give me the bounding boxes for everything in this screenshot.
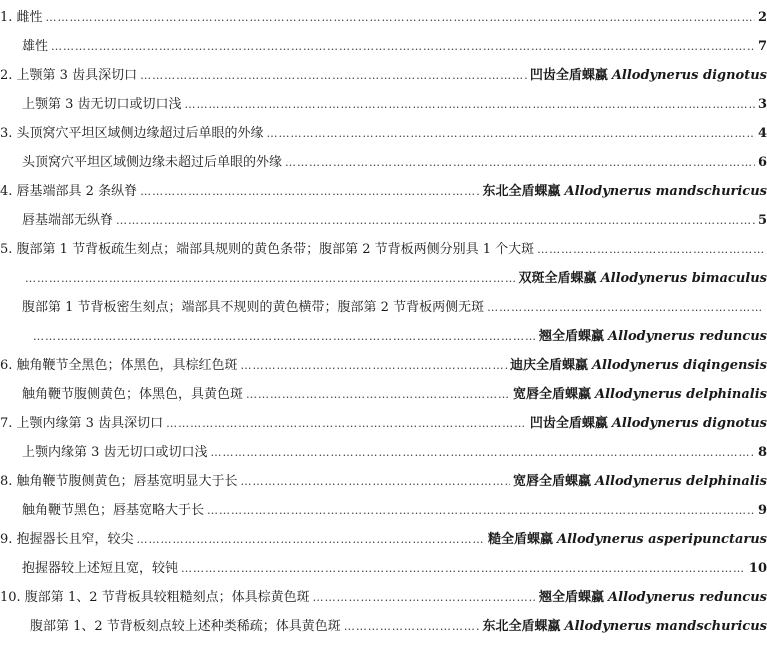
key-line-4b bbox=[0, 207, 767, 229]
key-line-8b bbox=[0, 497, 767, 519]
key-line-5b bbox=[0, 294, 767, 316]
key-line-dest bbox=[539, 590, 767, 606]
leader-dots bbox=[487, 300, 764, 316]
species-cn-name: 宽唇全盾蜾蠃 bbox=[512, 387, 591, 402]
key-line-dest bbox=[488, 532, 767, 548]
key-line-9a bbox=[0, 526, 767, 548]
key-line-6b bbox=[0, 381, 767, 403]
species-sci-name: Allodynerus reduncus bbox=[608, 329, 767, 344]
leader-dots bbox=[207, 503, 755, 519]
leader-dots bbox=[181, 561, 746, 577]
key-line-lead: 1. 雌性 bbox=[0, 10, 43, 25]
key-line-lead: 4. 唇基端部具 2 条纵脊 bbox=[0, 184, 138, 199]
species-sci-name: Allodynerus bimaculus bbox=[600, 271, 767, 286]
leader-dots bbox=[185, 97, 755, 113]
species-sci-name: Allodynerus asperipunctarus bbox=[557, 532, 767, 547]
key-line-lead: 触角鞭节黑色；唇基宽略大于长 bbox=[22, 503, 205, 518]
key-line-9b bbox=[0, 555, 767, 577]
species-sci-name: Allodynerus delphinalis bbox=[595, 387, 767, 402]
key-line-dest bbox=[758, 126, 767, 142]
key-line-3a bbox=[0, 120, 767, 142]
leader-dots bbox=[267, 126, 755, 142]
key-line-6a bbox=[0, 352, 767, 374]
key-line-lead: 6. 触角鞭节全黑色；体黑色，具棕红色斑 bbox=[0, 358, 238, 373]
key-line-7b bbox=[0, 439, 767, 461]
key-line-lead: 上颚第 3 齿无切口或切口浅 bbox=[22, 97, 182, 112]
key-line-lead: 10. 腹部第 1、2 节背板具较粗糙刻点；体具棕黄色斑 bbox=[0, 590, 310, 605]
key-line-10b bbox=[0, 613, 767, 635]
key-line-dest bbox=[519, 271, 767, 287]
leader-dots bbox=[140, 184, 479, 200]
couplet-ref: 10 bbox=[748, 561, 767, 576]
key-line-dest bbox=[483, 184, 767, 200]
species-sci-name: Allodynerus dignotus bbox=[611, 416, 767, 431]
key-line-dest bbox=[758, 10, 767, 26]
leader-dots bbox=[46, 10, 755, 26]
leader-dots bbox=[25, 271, 516, 287]
leader-dots bbox=[211, 445, 755, 461]
couplet-ref: 7 bbox=[757, 39, 767, 54]
key-line-lead: 触角鞭节腹侧黄色；体黑色，具黄色斑 bbox=[22, 387, 244, 402]
key-line-5a-dest bbox=[0, 265, 767, 287]
leader-dots bbox=[241, 358, 507, 374]
species-cn-name: 东北全盾蜾蠃 bbox=[482, 184, 561, 199]
species-sci-name: Allodynerus diqingensis bbox=[591, 358, 767, 373]
couplet-ref: 5 bbox=[757, 213, 767, 228]
couplet-ref: 8 bbox=[757, 445, 767, 460]
key-line-lead: 头顶窝穴平坦区域侧边缘未超过后单眼的外缘 bbox=[22, 155, 283, 170]
key-line-dest bbox=[510, 358, 767, 374]
key-line-10a bbox=[0, 584, 767, 606]
leader-dots bbox=[246, 387, 510, 403]
key-line-4a bbox=[0, 178, 767, 200]
key-line-7a bbox=[0, 410, 767, 432]
key-line-dest bbox=[513, 387, 767, 403]
key-line-dest bbox=[530, 68, 767, 84]
key-line-dest bbox=[758, 155, 767, 171]
leader-dots bbox=[313, 590, 536, 606]
couplet-ref: 4 bbox=[757, 126, 767, 141]
key-line-dest bbox=[758, 503, 767, 519]
key-line-dest bbox=[483, 619, 767, 635]
key-line-lead: 3. 头顶窝穴平坦区域侧边缘超过后单眼的外缘 bbox=[0, 126, 264, 141]
key-line-8a bbox=[0, 468, 767, 490]
species-cn-name: 凹齿全盾蜾蠃 bbox=[529, 68, 608, 83]
key-line-lead: 8. 触角鞭节腹侧黄色；唇基宽明显大于长 bbox=[0, 474, 238, 489]
key-line-lead: 抱握器较上述短且宽，较钝 bbox=[22, 561, 179, 576]
leader-dots bbox=[51, 39, 755, 55]
species-cn-name: 糙全盾蜾蠃 bbox=[487, 532, 553, 547]
species-sci-name: Allodynerus delphinalis bbox=[595, 474, 767, 489]
leader-dots bbox=[116, 213, 755, 229]
key-line-dest bbox=[758, 97, 767, 113]
key-line-2a bbox=[0, 62, 767, 84]
species-cn-name: 东北全盾蜾蠃 bbox=[482, 619, 561, 634]
key-line-lead: 腹部第 1 节背板密生刻点；端部具不规则的黄色横带；腹部第 2 节背板两侧无斑 bbox=[22, 300, 485, 315]
leader-dots bbox=[140, 68, 527, 84]
key-line-lead: 5. 腹部第 1 节背板疏生刻点；端部具规则的黄色条带；腹部第 2 节背板两侧分别具 1 个大斑 bbox=[0, 242, 535, 257]
couplet-ref: 9 bbox=[757, 503, 767, 518]
couplet-ref: 6 bbox=[757, 155, 767, 170]
species-sci-name: Allodynerus mandschuricus bbox=[564, 619, 767, 634]
species-cn-name: 翘全盾蜾蠃 bbox=[539, 590, 605, 605]
species-cn-name: 宽唇全盾蜾蠃 bbox=[512, 474, 591, 489]
species-cn-name: 双斑全盾蜾蠃 bbox=[518, 271, 597, 286]
key-line-1a bbox=[0, 4, 767, 26]
species-cn-name: 翘全盾蜾蠃 bbox=[539, 329, 605, 344]
key-line-dest bbox=[539, 329, 767, 345]
key-line-dest bbox=[749, 561, 767, 577]
key-line-lead: 上颚内缘第 3 齿无切口或切口浅 bbox=[22, 445, 208, 460]
key-line-3b bbox=[0, 149, 767, 171]
key-line-5a bbox=[0, 236, 767, 258]
couplet-ref: 3 bbox=[757, 97, 767, 112]
key-line-lead: 9. 抱握器长且窄，较尖 bbox=[0, 532, 134, 547]
key-line-2b bbox=[0, 91, 767, 113]
leader-dots bbox=[285, 155, 755, 171]
key-line-dest bbox=[758, 39, 767, 55]
key-line-lead: 腹部第 1、2 节背板刻点较上述种类稀疏；体具黄色斑 bbox=[30, 619, 341, 634]
species-sci-name: Allodynerus mandschuricus bbox=[564, 184, 767, 199]
key-line-lead: 唇基端部无纵脊 bbox=[22, 213, 114, 228]
key-line-lead: 7. 上颚内缘第 3 齿具深切口 bbox=[0, 416, 164, 431]
key-line-lead: 雄性 bbox=[22, 39, 49, 54]
species-cn-name: 迪庆全盾蜾蠃 bbox=[509, 358, 588, 373]
leader-dots bbox=[137, 532, 485, 548]
key-line-dest bbox=[530, 416, 767, 432]
key-line-1b bbox=[0, 33, 767, 55]
leader-dots bbox=[33, 329, 536, 345]
leader-dots bbox=[241, 474, 510, 490]
leader-dots bbox=[344, 619, 480, 635]
leader-dots bbox=[537, 242, 764, 258]
key-line-dest bbox=[758, 445, 767, 461]
couplet-ref: 2 bbox=[757, 10, 767, 25]
species-sci-name: Allodynerus reduncus bbox=[608, 590, 767, 605]
species-sci-name: Allodynerus dignotus bbox=[611, 68, 767, 83]
key-line-lead: 2. 上颚第 3 齿具深切口 bbox=[0, 68, 138, 83]
key-line-dest bbox=[758, 213, 767, 229]
key-line-5b-dest bbox=[0, 323, 767, 345]
key-line-dest bbox=[513, 474, 767, 490]
species-cn-name: 凹齿全盾蜾蠃 bbox=[529, 416, 608, 431]
leader-dots bbox=[166, 416, 527, 432]
